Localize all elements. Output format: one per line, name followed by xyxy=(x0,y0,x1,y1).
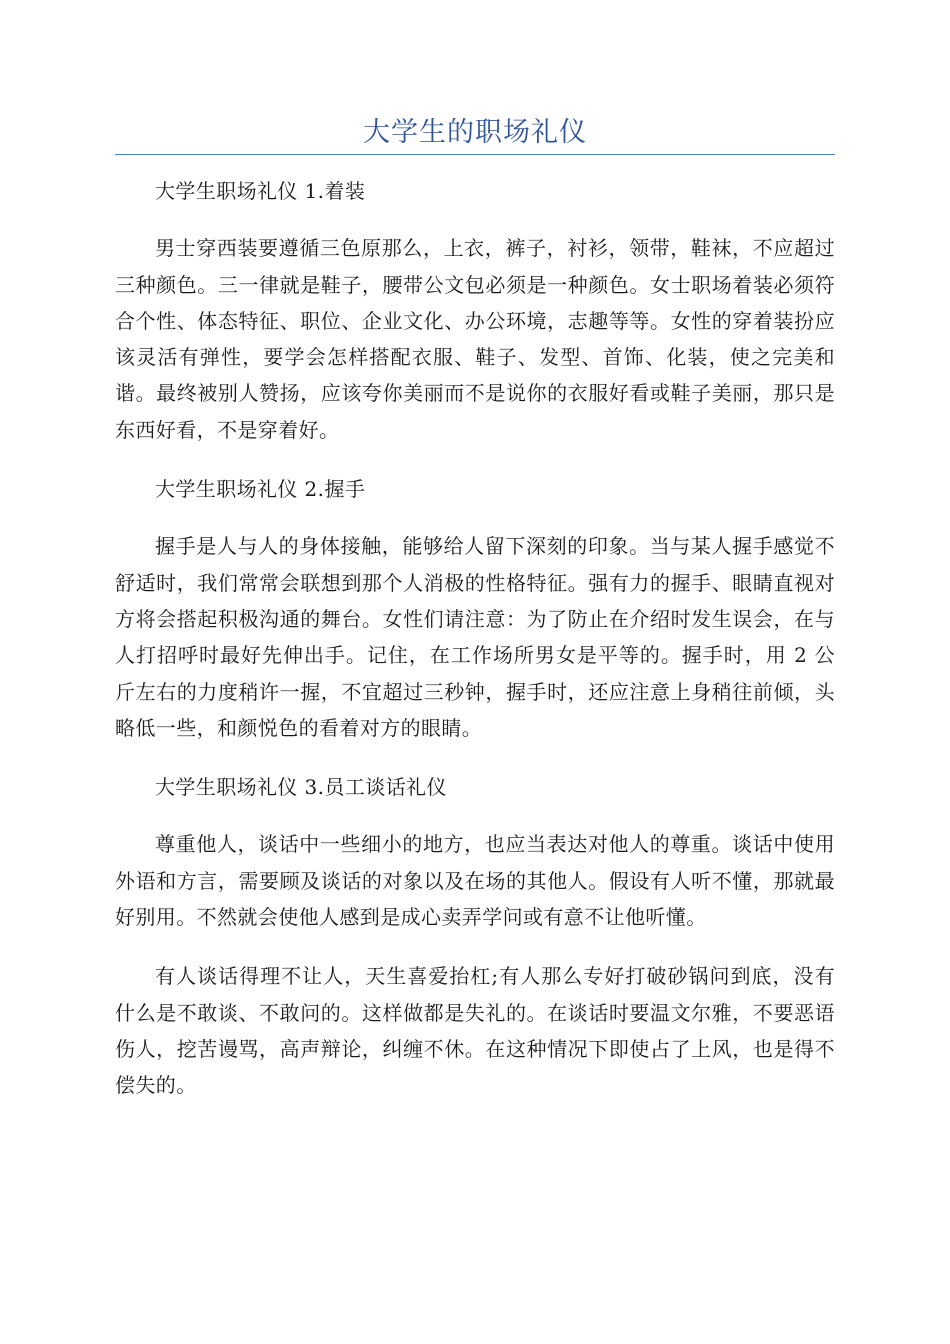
document-title: 大学生的职场礼仪 xyxy=(363,117,587,148)
section-heading-attire: 大学生职场礼仪 1.着装 xyxy=(155,179,366,203)
title-underline xyxy=(115,154,835,155)
paragraph-handshake: 握手是人与人的身体接触，能够给人留下深刻的印象。当与某人握手感觉不舒适时，我们常常会联想到那个人消极的性格特征。强有力的握手、眼睛直视对方将会搭起积极沟通的舞台。女性们请注意：为了防止在介绍时发生误会，在与人打招呼时最好先伸出手。记住，在工作场所男女是平等的。握手时，用 2 公斤左右的力度稍许一握，不宜超过三秒钟，握手时，还应注意上身稍往前倾，头略低一些，和颜悦色的看着对方的眼睛。 xyxy=(115,534,835,740)
document-body xyxy=(115,173,835,1127)
paragraph-attire: 男士穿西装要遵循三色原那么，上衣，裤子，衬衫，领带，鞋袜，不应超过三种颜色。三一律就是鞋子，腰带公文包必须是一种颜色。女士职场着装必须符合个性、体态特征、职位、企业文化、办公环境，志趣等等。女性的穿着装扮应该灵活有弹性，要学会怎样搭配衣服、鞋子、发型、首饰、化装，使之完美和谐。最终被别人赞扬，应该夸你美丽而不是说你的衣服好看或鞋子美丽，那只是东西好看，不是穿着好。 xyxy=(115,236,835,442)
document-page xyxy=(115,0,835,1344)
paragraph-conversation-respect: 尊重他人，谈话中一些细小的地方，也应当表达对他人的尊重。谈话中使用外语和方言，需要顾及谈话的对象以及在场的其他人。假设有人听不懂，那就最好别用。不然就会使他人感到是成心卖弄学问或有意不让他听懂。 xyxy=(115,832,835,930)
paragraph-conversation-manners: 有人谈话得理不让人，天生喜爱抬杠;有人那么专好打破砂锅问到底，没有什么是不敢谈、不敢问的。这样做都是失礼的。在谈话时要温文尔雅，不要恶语伤人，挖苦谩骂，高声辩论，纠缠不休。在这种情况下即使占了上风，也是得不偿失的。 xyxy=(115,964,835,1098)
section-heading-handshake: 大学生职场礼仪 2.握手 xyxy=(155,477,366,502)
section-heading-conversation: 大学生职场礼仪 3.员工谈话礼仪 xyxy=(155,775,447,800)
